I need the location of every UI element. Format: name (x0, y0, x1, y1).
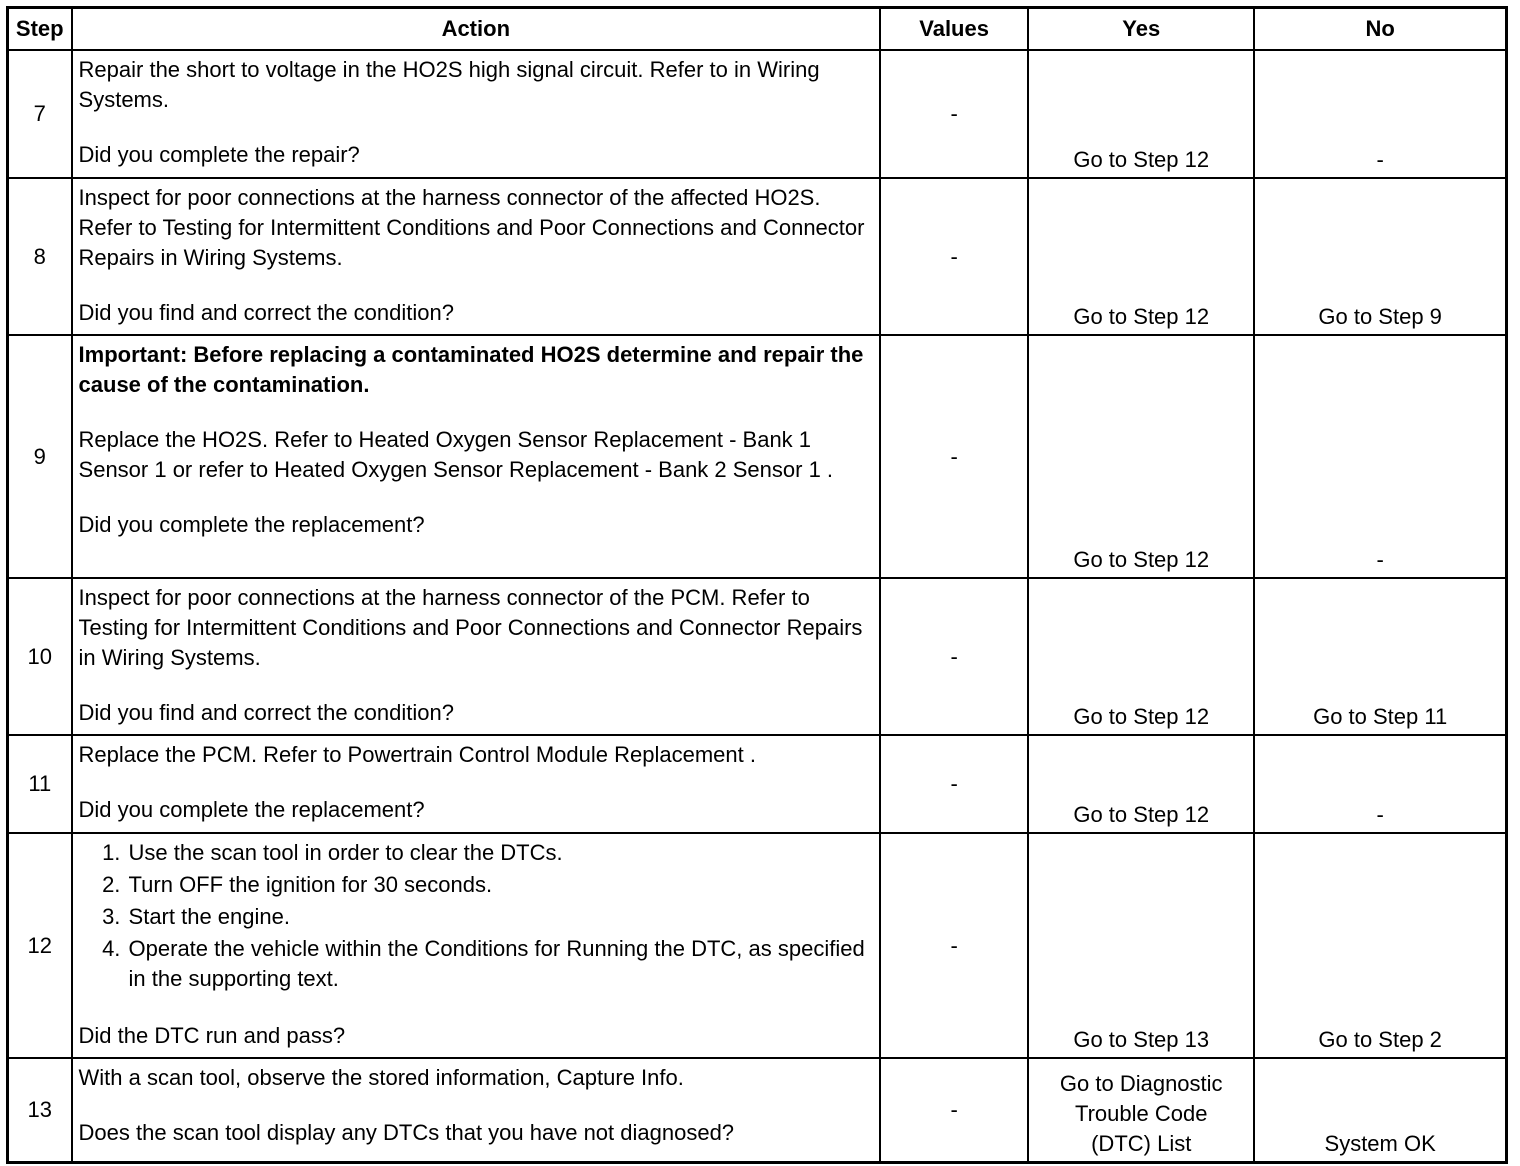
action-question: Did you find and correct the condition? (78, 700, 454, 725)
values-cell: - (880, 335, 1028, 578)
header-action: Action (72, 8, 881, 51)
action-cell (72, 178, 881, 335)
header-no: No (1254, 8, 1506, 51)
table-row (8, 735, 1507, 833)
no-cell: - (1254, 735, 1506, 833)
action-question: Did you complete the replacement? (78, 797, 425, 822)
values-cell: - (880, 735, 1028, 833)
action-question: Did you complete the repair? (78, 142, 360, 167)
important-note: Important: Before replacing a contaminated HO2S determine and repair the cause of the contamination. (78, 342, 864, 397)
values-cell: - (880, 578, 1028, 735)
no-cell: Go to Step 2 (1254, 833, 1506, 1058)
step-number: 7 (8, 50, 72, 178)
action-cell (72, 1058, 881, 1162)
action-cell (72, 578, 881, 735)
action-question: Does the scan tool display any DTCs that you have not diagnosed? (78, 1120, 735, 1145)
yes-cell: Go to Diagnostic Trouble Code (DTC) List (1028, 1058, 1254, 1162)
table-row (8, 833, 1507, 1058)
action-text: With a scan tool, observe the stored information, Capture Info. (78, 1065, 684, 1090)
list-item: 4. Operate the vehicle within the Conditions for Running the DTC, as specified in the supporting text. (127, 934, 874, 994)
yes-cell: Go to Step 12 (1028, 578, 1254, 735)
no-cell: Go to Step 11 (1254, 578, 1506, 735)
header-row (8, 8, 1507, 51)
table-row (8, 1058, 1507, 1162)
action-question: Did you find and correct the condition? (78, 300, 454, 325)
action-question: Did the DTC run and pass? (78, 1023, 346, 1048)
diagnostic-table (6, 6, 1508, 1164)
action-cell (72, 735, 881, 833)
step-number: 10 (8, 578, 72, 735)
action-question: Did you complete the replacement? (78, 512, 425, 537)
no-cell: Go to Step 9 (1254, 178, 1506, 335)
table-row (8, 50, 1507, 178)
header-values: Values (880, 8, 1028, 51)
yes-cell: Go to Step 12 (1028, 335, 1254, 578)
step-number: 11 (8, 735, 72, 833)
header-step: Step (8, 8, 72, 51)
yes-cell: Go to Step 12 (1028, 178, 1254, 335)
header-yes: Yes (1028, 8, 1254, 51)
values-cell: - (880, 1058, 1028, 1162)
step-number: 13 (8, 1058, 72, 1162)
action-cell (72, 833, 881, 1058)
action-text: Inspect for poor connections at the harness connector of the affected HO2S. Refer to Testing for Intermittent Conditions and Poor Connections and Connector Repairs in Wiring Systems. (78, 185, 865, 270)
action-text: Replace the PCM. Refer to Powertrain Control Module Replacement . (78, 742, 756, 767)
action-cell (72, 50, 881, 178)
table-row (8, 335, 1507, 578)
yes-cell: Go to Step 12 (1028, 50, 1254, 178)
values-cell: - (880, 178, 1028, 335)
step-number: 8 (8, 178, 72, 335)
table-row (8, 178, 1507, 335)
table-row (8, 578, 1507, 735)
no-cell: System OK (1254, 1058, 1506, 1162)
yes-cell: Go to Step 13 (1028, 833, 1254, 1058)
action-cell (72, 335, 881, 578)
list-item: 3. Start the engine. (127, 902, 874, 932)
no-cell: - (1254, 50, 1506, 178)
values-cell: - (880, 833, 1028, 1058)
procedure-list (79, 838, 874, 994)
action-text: Inspect for poor connections at the harness connector of the PCM. Refer to Testing for Intermittent Conditions and Poor Connections and Connector Repairs in Wiring Systems. (78, 585, 863, 670)
step-number: 12 (8, 833, 72, 1058)
step-number: 9 (8, 335, 72, 578)
no-cell: - (1254, 335, 1506, 578)
list-item: 2. Turn OFF the ignition for 30 seconds. (127, 870, 874, 900)
action-text: Replace the HO2S. Refer to Heated Oxygen Sensor Replacement - Bank 1 Sensor 1 or refer to Heated Oxygen Sensor Replacement - Bank 2 Sensor 1 . (78, 427, 834, 482)
yes-cell: Go to Step 12 (1028, 735, 1254, 833)
list-item: 1. Use the scan tool in order to clear the DTCs. (127, 838, 874, 868)
values-cell: - (880, 50, 1028, 178)
action-text: Repair the short to voltage in the HO2S high signal circuit. Refer to in Wiring Systems. (78, 57, 820, 112)
